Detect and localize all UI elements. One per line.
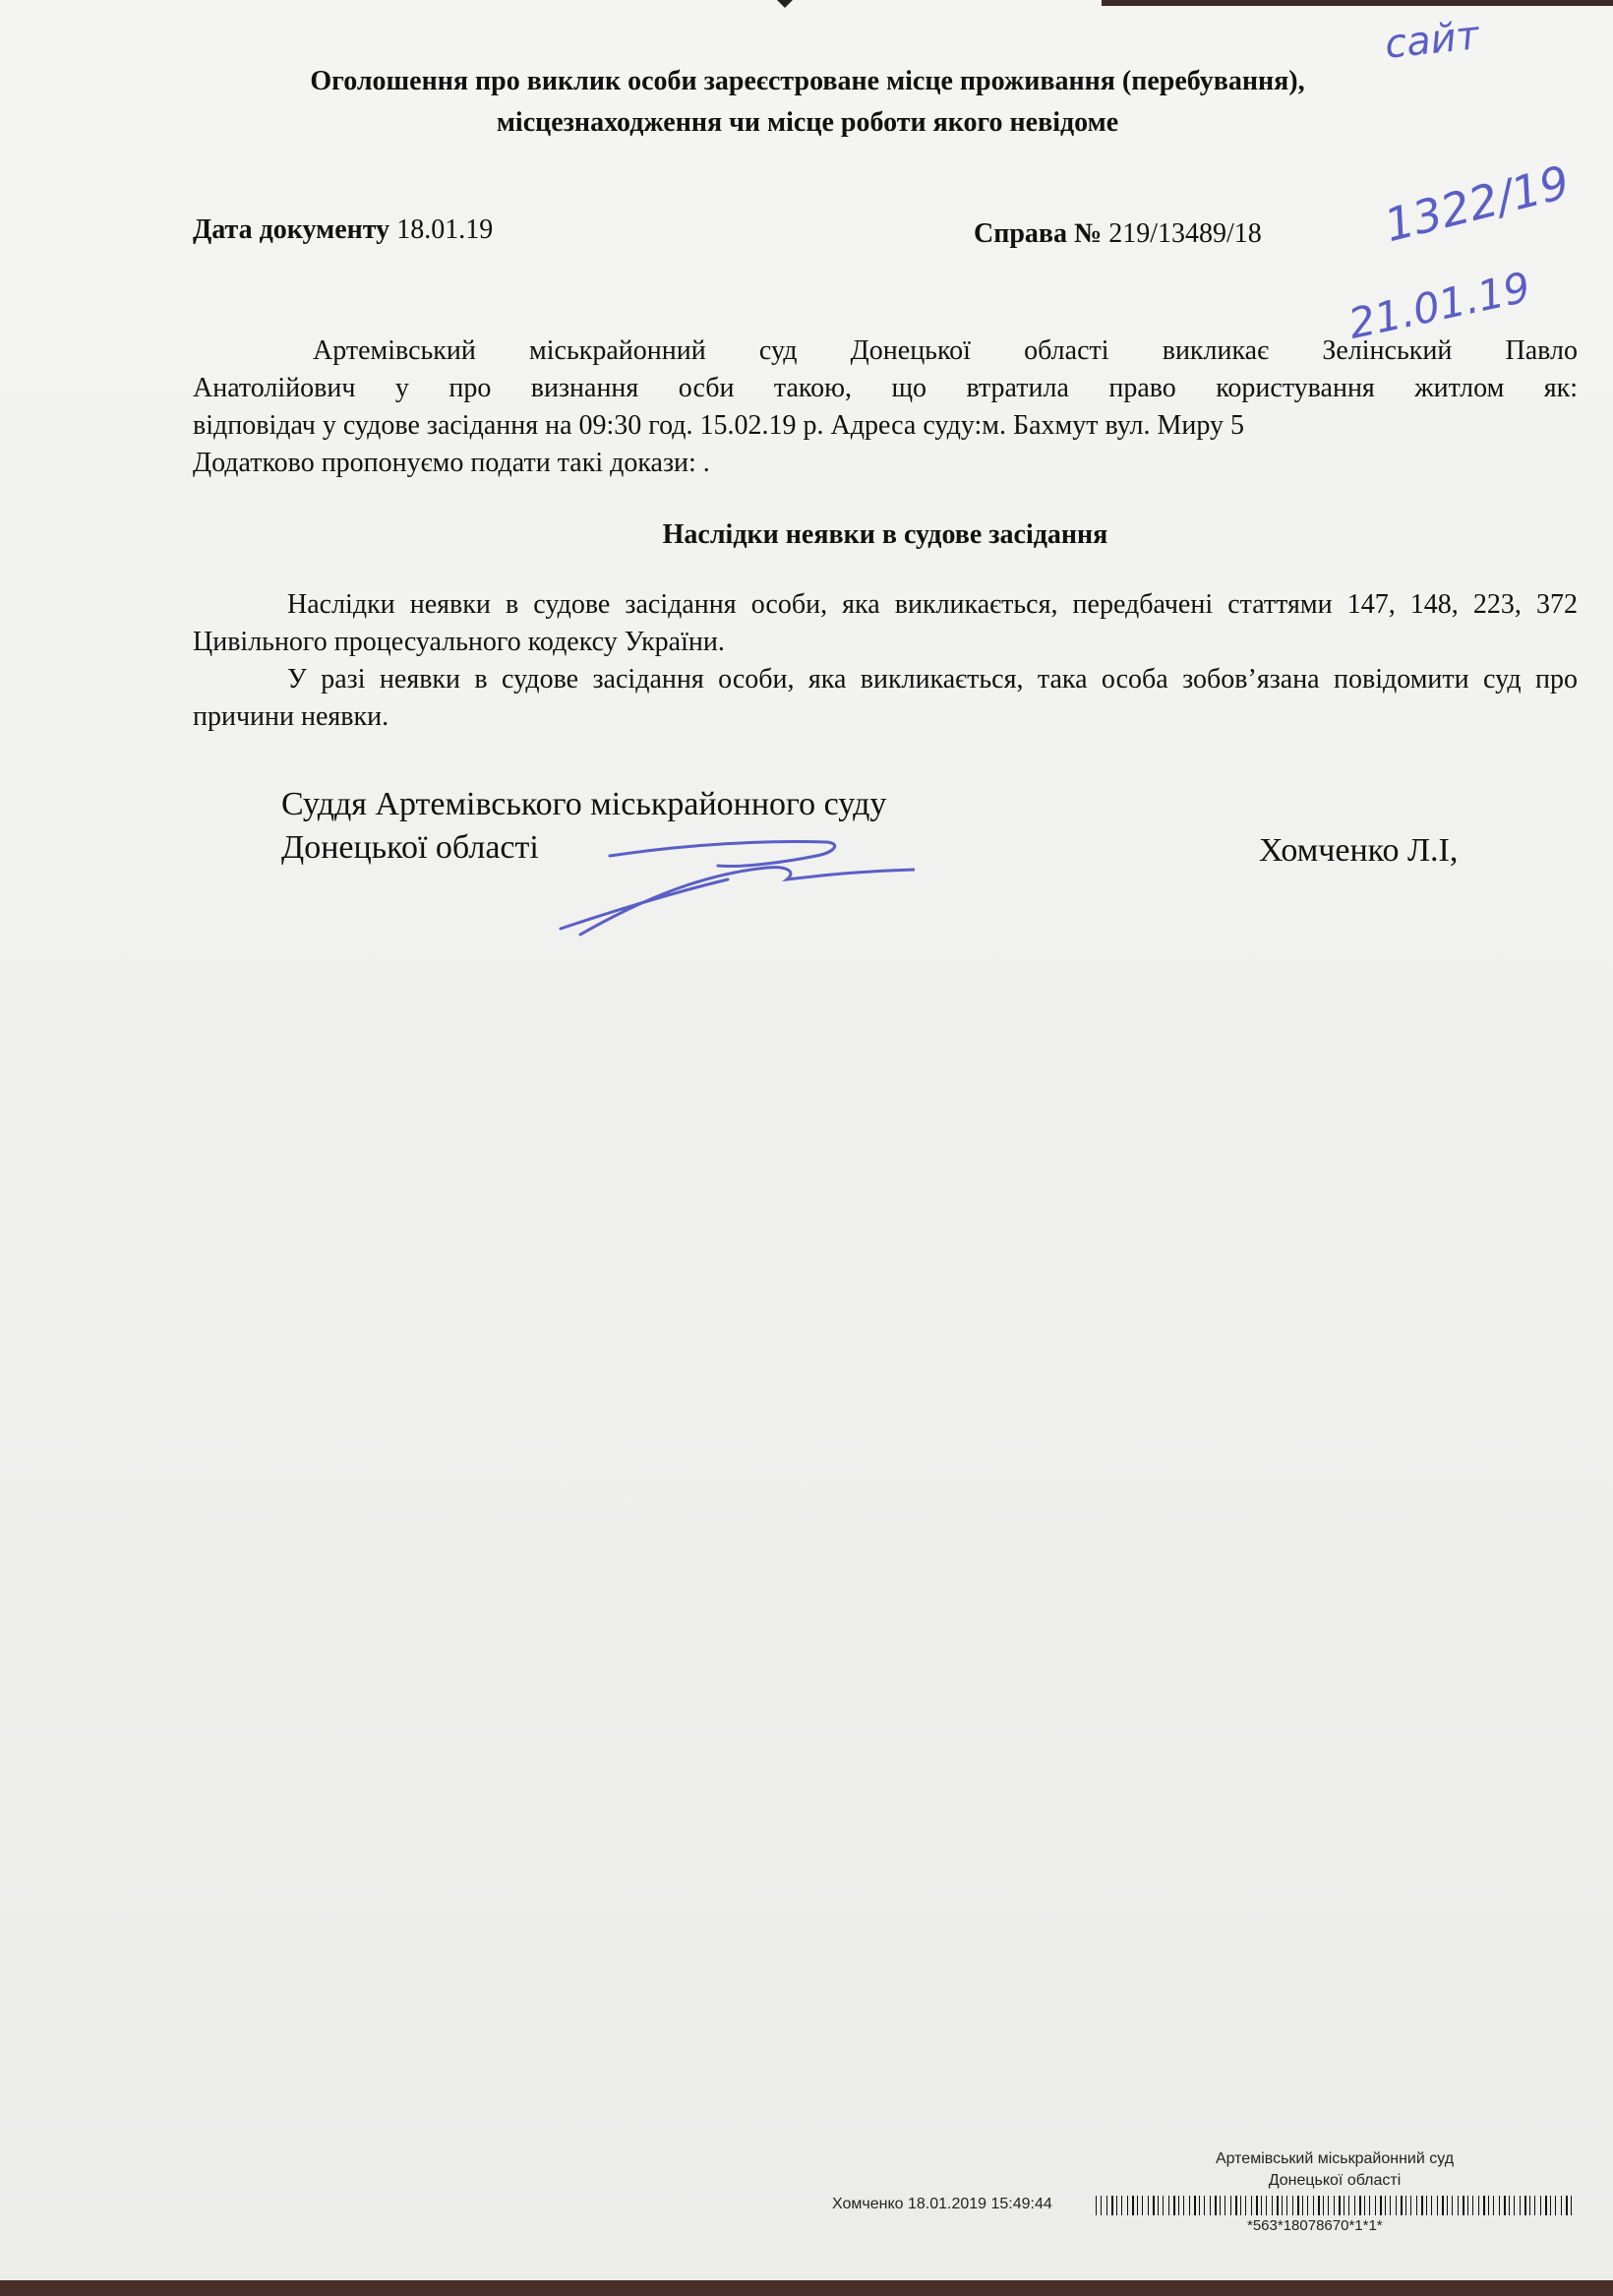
barcode-bar <box>1189 2196 1190 2215</box>
barcode-bar <box>1215 2196 1217 2215</box>
barcode-bar <box>1173 2196 1175 2215</box>
barcode-bar <box>1153 2196 1155 2215</box>
barcode-bar <box>1354 2196 1355 2215</box>
barcode-bar <box>1375 2196 1376 2215</box>
barcode-bar <box>1142 2196 1143 2215</box>
consequences-paragraph-2: У разі неявки в судове засідання особи, яка викликається, така особа зобов’язана повідомити суд про причини неявки. <box>193 664 1578 732</box>
barcode-bar <box>1199 2196 1200 2215</box>
barcode-bar <box>1478 2196 1479 2215</box>
barcode-bar <box>1561 2196 1562 2215</box>
barcode-bar <box>1328 2196 1329 2215</box>
date-value: 18.01.19 <box>396 214 494 245</box>
barcode-bar <box>1266 2196 1267 2215</box>
barcode-bar <box>1245 2196 1246 2215</box>
barcode-bar <box>1390 2196 1391 2215</box>
barcode-bar <box>1116 2196 1117 2215</box>
barcode-bar <box>1106 2196 1107 2215</box>
barcode-bar <box>1194 2196 1196 2215</box>
barcode-bar <box>1529 2196 1530 2215</box>
barcode-bar <box>1555 2196 1556 2215</box>
barcode-bar <box>1483 2196 1485 2215</box>
judge-name: Хомченко Л.І, <box>1259 832 1459 869</box>
title-line-2: місцезнаходження чи місце роботи якого невідоме <box>496 107 1119 138</box>
barcode-code: *563*18078670*1*1* <box>1247 2217 1383 2234</box>
barcode-bar <box>1493 2196 1494 2215</box>
barcode-bar <box>1111 2196 1113 2215</box>
barcode-bar <box>1520 2196 1521 2215</box>
summons-line-1: Артемівський міськрайонний суд Донецької області викликає Зелінський Павло <box>313 335 1578 366</box>
summons-line-3: відповідач у судове засідання на 09:30 год. 15.02.19 р. Адреса суду:м. Бахмут вул. Миру 5 <box>193 410 1244 441</box>
barcode-bar <box>1416 2196 1417 2215</box>
summons-line-2: Анатолійович у про визнання осби такою, що втратила право користування житлом як: <box>193 373 1578 403</box>
handwritten-note-site: сайт <box>1382 13 1481 68</box>
barcode-bar <box>1359 2196 1361 2215</box>
barcode-bar <box>1127 2196 1128 2215</box>
barcode-bar <box>1297 2196 1299 2215</box>
title-line-1: Оголошення про виклик особи зареєстроване місце проживання (перебування), <box>310 66 1305 96</box>
barcode-bar <box>1261 2196 1262 2215</box>
barcode-bar <box>1334 2196 1335 2215</box>
barcode-bar <box>1385 2196 1386 2215</box>
barcode-bar <box>1472 2196 1473 2215</box>
barcode-bar <box>1514 2196 1515 2215</box>
case-number <box>974 218 1262 250</box>
barcode-bar <box>1235 2196 1237 2215</box>
barcode-bar <box>1121 2196 1122 2215</box>
scan-top-edge <box>0 0 1613 18</box>
barcode-bar <box>1571 2196 1572 2215</box>
barcode-bar <box>1504 2196 1506 2215</box>
case-label: Справа № <box>974 218 1103 249</box>
barcode-bar <box>1534 2196 1535 2215</box>
summons-line-4: Додатково пропонуємо подати такі докази: . <box>193 448 710 478</box>
barcode-bar <box>1318 2196 1320 2215</box>
barcode-bar <box>1313 2196 1314 2215</box>
barcode-bar <box>1426 2196 1427 2215</box>
consequences-heading: Наслідки неявки в судове засідання <box>662 519 1108 550</box>
barcode-bar <box>1096 2196 1097 2215</box>
barcode-bar <box>1524 2196 1526 2215</box>
barcode-bar <box>1158 2196 1159 2215</box>
barcode-bar <box>1282 2196 1283 2215</box>
barcode-bar <box>1401 2196 1403 2215</box>
barcode-bar <box>1132 2196 1134 2215</box>
judge-line-2: Донецької області <box>281 829 539 866</box>
barcode-bar <box>1137 2196 1138 2215</box>
barcode-bar <box>1458 2196 1459 2215</box>
case-value: 219/13489/18 <box>1108 218 1262 249</box>
barcode-bar <box>1410 2196 1411 2215</box>
barcode-bar <box>1488 2196 1489 2215</box>
barcode-bar <box>1499 2196 1500 2215</box>
barcode-bar <box>1286 2196 1287 2215</box>
barcode-bar <box>1447 2196 1448 2215</box>
stamp-court-line-1: Артемівський міськрайонний суд <box>1215 2150 1455 2167</box>
document-title <box>193 61 1422 144</box>
barcode-bar <box>1323 2196 1324 2215</box>
barcode-bar <box>1509 2196 1510 2215</box>
barcode-bar <box>1251 2196 1252 2215</box>
barcode-bar <box>1380 2196 1382 2215</box>
barcode-bar <box>1421 2196 1423 2215</box>
barcode-bar <box>1272 2196 1273 2215</box>
barcode-bar <box>1431 2196 1432 2215</box>
stamp-timestamp: Хомченко 18.01.2019 15:49:44 <box>832 2196 1052 2212</box>
barcode-bar <box>1148 2196 1149 2215</box>
date-label: Дата документу <box>193 214 390 245</box>
barcode-bar <box>1369 2196 1370 2215</box>
summons-paragraph <box>193 332 1578 482</box>
consequences-paragraph-1: Наслідки неявки в судове засідання особи, яка викликається, передбачені статтями 147, 148, 223, 372 Цивільного процесуального кодексу України. <box>193 589 1578 657</box>
judge-line-1: Суддя Артемівського міськрайонного суду <box>281 786 887 822</box>
barcode-bar <box>1292 2196 1293 2215</box>
barcode-bar <box>1545 2196 1547 2215</box>
handwritten-registration-number: 1322/19 <box>1379 154 1575 253</box>
barcode-bar <box>1168 2196 1169 2215</box>
scan-bottom-edge <box>0 2280 1613 2296</box>
barcode-bar <box>1230 2196 1231 2215</box>
barcode-bar <box>1302 2196 1303 2215</box>
barcode-bar <box>1307 2196 1308 2215</box>
barcode-bar <box>1437 2196 1438 2215</box>
barcode-bar <box>1210 2196 1211 2215</box>
barcode-bar <box>1183 2196 1184 2215</box>
stamp-court-line-2: Донецької області <box>1268 2172 1402 2189</box>
barcode-bar <box>1463 2196 1464 2215</box>
barcode-bar <box>1405 2196 1406 2215</box>
barcode-bar <box>1364 2196 1365 2215</box>
barcode-bar <box>1452 2196 1453 2215</box>
barcode-bar <box>1163 2196 1164 2215</box>
barcode-bar <box>1256 2196 1258 2215</box>
barcode-bar <box>1550 2196 1551 2215</box>
barcode-bar <box>1204 2196 1205 2215</box>
signature-image <box>541 826 915 944</box>
barcode-bar <box>1396 2196 1397 2215</box>
barcode-bar <box>1178 2196 1179 2215</box>
barcode-bar <box>1277 2196 1279 2215</box>
barcode-bar <box>1101 2196 1102 2215</box>
consequences-text <box>193 586 1578 736</box>
barcode-bar <box>1566 2196 1568 2215</box>
barcode-bar <box>1240 2196 1241 2215</box>
barcode-bar <box>1540 2196 1541 2215</box>
barcode-bar <box>1442 2196 1444 2215</box>
barcode-bar <box>1339 2196 1341 2215</box>
barcode-bar <box>1348 2196 1349 2215</box>
barcode-bar <box>1467 2196 1468 2215</box>
barcode-image <box>1096 2196 1572 2215</box>
handwritten-registration-date: 21.01.19 <box>1344 263 1535 348</box>
document-date <box>193 214 493 246</box>
barcode-bar <box>1220 2196 1221 2215</box>
